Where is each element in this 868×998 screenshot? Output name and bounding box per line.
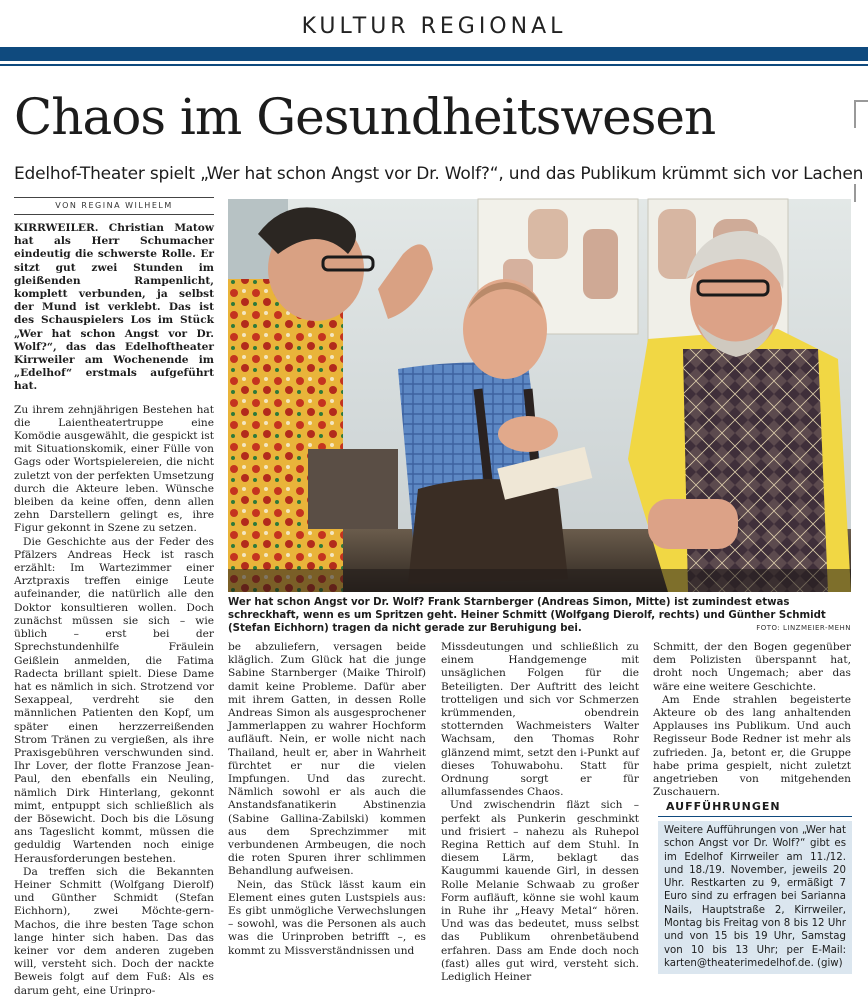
body-paragraph: be abzuliefern, versagen beide kläglich. Zum Glück hat die junge Sabine Starnberger (Maike Thirolf) damit keine Probleme. Dafür aber mit ihrem Gatten, in dessen Rolle Andreas Simon als ausgesprochener Jammerlappen zu wahrer Hochform aufläuft. Nein, er wolle nicht nach Thailand, heult er, aber in Wahrheit fürchtet er nur die vielen Impfungen. Und das zurecht. Nämlich sowohl er als auch die Anstandsfanatikerin Abstinenzia (Sabine Gallina-Zabilski) kommen aus dem Sprechzimmer mit verbundenen Armbeugen, die noch die roten Spuren ihrer schlimmen Behandlung aufweisen. [228,641,426,878]
body-paragraph: Am Ende strahlen begeisterte Akteure ob des lang anhaltenden Applauses ins Publikum. Und auch Regisseur Bode Redner ist mehr als zufrieden. Ja, betont er, die Gruppe habe prima gespielt, nicht zuletzt angetrieben von mitgehenden Zuschauern. [653,693,851,799]
body-paragraph: Nein, das Stück lässt kaum ein Element eines guten Lustspiels aus: Es gibt unmögliche Verwechslungen – sowohl, was die Personen als auch was die Urinproben betrifft –, es kommt zu Missverständnissen und [228,878,426,957]
body-paragraph: Missdeutungen und schließlich zu einem Handgemenge mit unsäglichen Folgen für die Beteiligten. Der Auftritt des leicht trotteligen und sich vor Schmerzen krümmenden, obendrein stotternden Wachmeisters Walter Wachsam, den Thomas Rohr glänzend mimt, setzt den i-Punkt auf dieses Tohuwabohu. Statt für Ordnung sorgt er für allumfassendes Chaos. [441,641,639,799]
article-headline: Chaos im Gesundheitswesen [14,88,716,146]
text-column-3 [441,641,639,984]
photo-caption: Wer hat schon Angst vor Dr. Wolf? Frank Starnberger (Andreas Simon, Mitte) ist zumindest etwas schreckhaft, wenn es um Spritzen geht. Heiner Schmitt (Wolfgang Dierolf, rechts) und Günther Schmidt (Stefan Eichhorn) tragen da nicht gerade zur Beruhigung bei. [228,597,826,635]
text-column-1 [14,222,214,997]
photo-image [228,199,851,592]
article-subheadline: Edelhof-Theater spielt „Wer hat schon Angst vor Dr. Wolf?“, und das Publikum krümmt sich vor Lachen [14,164,864,184]
section-title: KULTUR REGIONAL [301,14,567,39]
header-rule [0,64,868,66]
byline: VON REGINA WILHELM [14,197,214,215]
body-paragraph: Und zwischendrin fläzt sich – perfekt als Punkerin geschminkt und frisiert – nahezu als Ruhepol Regina Rettich auf dem Stuhl. In diesem Lärm, beklagt das Kaugummi kauende Girl, in dessen Rolle Melanie Schwaab zu großer Form aufläuft, könne sie wohl kaum in Ruhe ihr „Heavy Metal“ hören. Und was das bedeutet, muss selbst das Publikum ohrenbetäubend erfahren. Dass am Ende doch noch (fast) alles gut wird, versteht sich. Lediglich Heiner [441,799,639,984]
article-photo [228,199,851,592]
lead-paragraph: KIRRWEILER. Christian Matow hat als Herr Schumacher eindeutig die schwerste Rolle. Er sitzt gut zwei Stunden im gleißenden Rampenlicht, komplett verbunden, ja selbst der Mund ist verklebt. Das ist des Schauspielers Los im Stück „Wer hat schon Angst vor Dr. Wolf?“, das das Edelhoftheater Kirrweiler am Wochenende im „Edelhof“ erstmals aufgeführt hat. [14,222,214,393]
header-band [0,47,868,61]
body-paragraph: Zu ihrem zehnjährigen Bestehen hat die Laientheatertruppe eine Komödie ausgewählt, die gespickt ist mit Situationskomik, einer Fülle von Gags oder Wortspielereien, die nicht zuletzt von der perfekten Umsetzung durch die Akteure leben. Wünsche bleiben da keine offen, denn allen zehn Darstellern gelingt es, ihre Figur gekonnt in Szene zu setzen. [14,403,214,535]
infobox-title: AUFFÜHRUNGEN [658,800,852,817]
text-column-2 [228,641,426,974]
infobox-body: Weitere Aufführungen von „Wer hat schon Angst vor Dr. Wolf?“ gibt es im Edelhof Kirrweiler am 11./12. und 18./19. November, jeweils 20 Uhr. Restkarten zu 9, ermäßigt 7 Euro sind zu erfragen bei Sarianna Nails, Hauptstraße 2, Kirrweiler, Montag bis Freitag von 8 bis 12 Uhr und von 15 bis 19 Uhr, Samstag von 10 bis 13 Uhr; per E-Mail: karten@theaterimedelhof.de. (giw) [658,821,852,974]
body-paragraph: Die Geschichte aus der Feder des Pfälzers Andreas Heck ist rasch erzählt: Im Wartezimmer einer Arztpraxis treffen einige Leute aufeinander, die natürlich alle den Doktor konsultieren wollen. Doch zunächst müssen sie sich – wie üblich – erst bei der Sprechstundenhilfe Fräulein Geißlein anmelden, die Fatima Radecta brillant spielt. Diese Dame hat es nämlich in sich. Strotzend vor Sexappeal, verdreht sie den männlichen Patienten den Kopf, um später einen herzzerreißenden Strom Tränen zu vergießen, als ihre Praxisgebühren verschwunden sind. Ihr Lover, der flotte Franzose Jean-Paul, den ebenfalls ein Neuling, nämlich Dirk Hinterlang, gekonnt mimt, entpuppt sich schließlich als der Bösewicht. Doch bis die Lösung ans Tageslicht kommt, müssen die geduldig Wartenden noch einige Herausforderungen bestehen. [14,535,214,865]
section-header [0,0,868,46]
text-column-4 [653,641,851,799]
body-paragraph: Schmitt, der den Bogen gegenüber dem Polizisten überspannt hat, droht noch Ungemach; aber das wäre eine weitere Geschichte. [653,641,851,693]
photo-credit: FOTO: LINZMEIER-MEHN [756,624,851,632]
margin-marker [854,184,868,202]
body-paragraph: Da treffen sich die Bekannten Heiner Schmitt (Wolfgang Dierolf) und Günther Schmidt (Stefan Eichhorn), zwei Möchte-gern-Machos, die ihre besten Tage schon lange hinter sich haben. Das das keiner vor dem anderen zugeben will, versteht sich. Doch der nackte Beweis folgt auf dem Fuß: Als es darum geht, eine Urinpro- [14,865,214,997]
margin-marker [854,100,868,128]
performances-infobox [658,800,852,970]
